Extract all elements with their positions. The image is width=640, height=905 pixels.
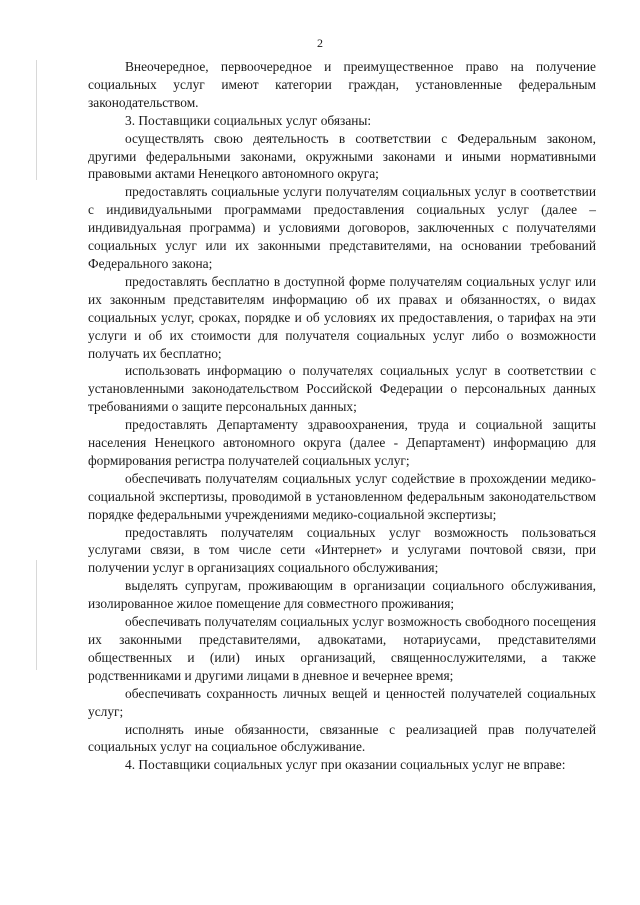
scan-margin-line <box>36 560 37 670</box>
paragraph: выделять супругам, проживающим в организации социального обслуживания, изолированное жилое помещение для совместного проживания; <box>88 578 596 612</box>
paragraph: исполнять иные обязанности, связанные с реализацией прав получателей социальных услуг на социальное обслуживание. <box>88 721 596 755</box>
paragraph: предоставлять бесплатно в доступной форме получателям социальных услуг или их законным представителям информацию об их правах и обязанностях, о видах социальных услуг, сроках, порядке и об условиях их предоставления, о тарифах на эти услуги и об их стоимости для получателя социальных услуг либо о возможности получать их бесплатно; <box>88 273 596 361</box>
section-heading: 3. Поставщики социальных услуг обязаны: <box>125 112 372 128</box>
page-number: 2 <box>317 36 323 50</box>
paragraph: обеспечивать сохранность личных вещей и ценностей получателей социальных услуг; <box>88 685 596 719</box>
paragraph: обеспечивать получателям социальных услуг возможность свободного посещения их законными представителями, адвокатами, нотариусами, представителями общественных и (или) иных организаций, священнослужителями, а также родственниками и другими лицами в дневное и вечернее время; <box>88 614 596 683</box>
document-body <box>88 58 596 774</box>
scan-margin-line <box>36 60 37 180</box>
paragraph: предоставлять Департаменту здравоохранения, труда и социальной защиты населения Ненецкого автономного округа (далее - Департамент) информацию для формирования регистра получателей социальных услуг; <box>88 417 596 468</box>
section-heading: 4. Поставщики социальных услуг при оказании социальных услуг не вправе: <box>125 757 566 773</box>
paragraph: предоставлять социальные услуги получателям социальных услуг в соответствии с индивидуальными программами предоставления социальных услуг (далее – индивидуальная программа) и условиями договоров, заключенных с получателями социальных услуг или их законными представителями, на основании требований Федерального закона; <box>88 184 596 271</box>
paragraph: Внеочередное, первоочередное и преимущественное право на получение социальных услуг имеют категории граждан, установленные федеральным законодательством. <box>88 59 596 110</box>
paragraph: предоставлять получателям социальных услуг возможность пользоваться услугами связи, в том числе сети «Интернет» и услугами почтовой связи, при получении услуг в организациях социального обслуживания; <box>88 524 596 576</box>
paragraph: осуществлять свою деятельность в соответствии с Федеральным законом, другими федеральными законами, окружными законами и иными нормативными правовыми актами Ненецкого автономного округа; <box>88 130 596 182</box>
paragraph: использовать информацию о получателях социальных услуг в соответствии с установленными законодательством Российской Федерации о персональных данных требованиями о защите персональных данных; <box>88 363 596 415</box>
paragraph: обеспечивать получателям социальных услуг содействие в прохождении медико-социальной экспертизы, проводимой в установленном федеральным законодательством порядке федеральными учреждениями медико-социальной экспертизы; <box>88 470 596 522</box>
